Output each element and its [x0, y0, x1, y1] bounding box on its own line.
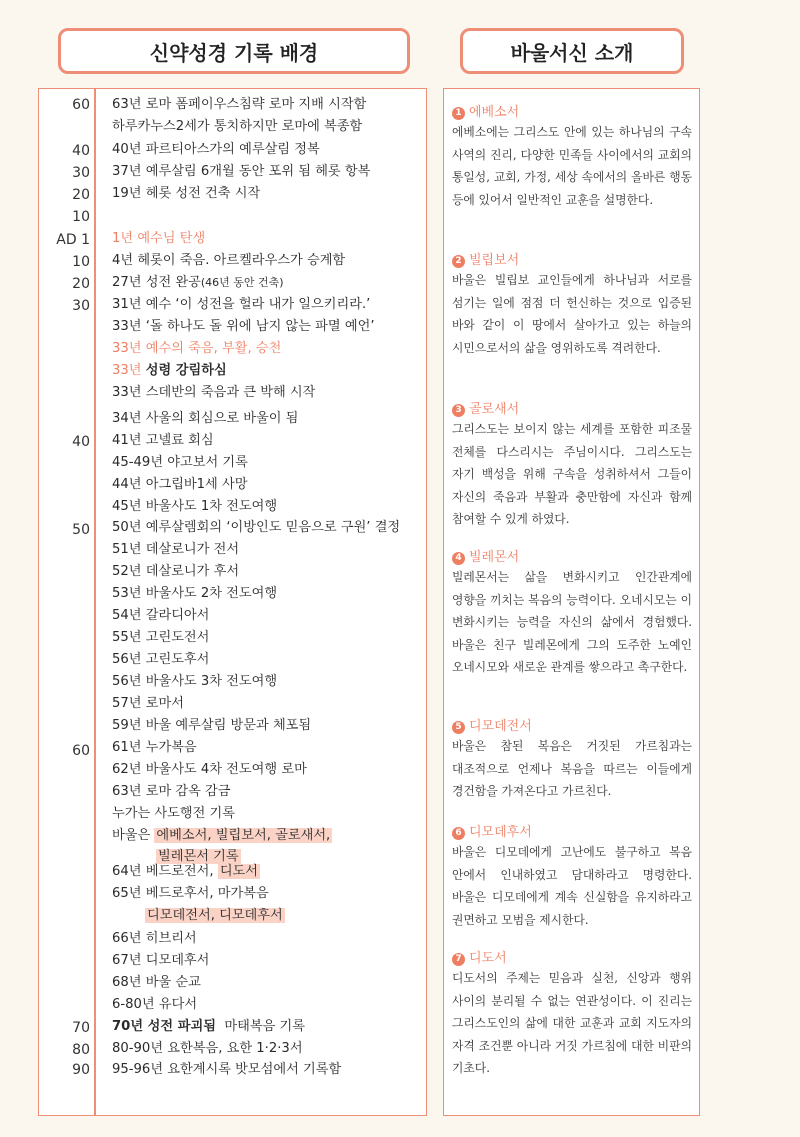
- timeline-event: 80-90년 요한복음, 요한 1·2·3서: [112, 1041, 303, 1056]
- number-badge: 2: [452, 255, 465, 268]
- timeline-event: 33년 예수의 죽음, 부활, 승천: [112, 341, 282, 356]
- timeline-event: 56년 바울사도 3차 전도여행: [112, 674, 278, 689]
- event-text: 70년 성전 파괴됨: [112, 1019, 216, 1034]
- book-heading: [452, 549, 519, 567]
- book-description: 그리스도는 보이지 않는 세계를 포함한 피조물 전체를 다스리시는 주님이시다. 그리스도는 자기 백성을 위해 구속을 성취하셔서 그들이 자신의 죽음과 부활과 충만함에 자신과 함께 참여할 수 있게 하였다.: [452, 422, 692, 526]
- book-description: 에베소에는 그리스도 안에 있는 하나님의 구속 사역의 진리, 다양한 민족들 사이에서의 교회의 통일성, 교회, 가정, 세상 속에서의 올바른 행동 등에 있어서 일반적인 교훈을 설명한다.: [452, 125, 692, 207]
- year-label: 40: [72, 143, 90, 159]
- book-title: 골로새서: [469, 402, 520, 417]
- year-label: 10: [72, 209, 90, 225]
- highlighted-epistles: 빌레몬서 기록: [158, 849, 239, 864]
- highlighted-epistles: 디도서: [219, 864, 259, 879]
- number-badge: 4: [452, 552, 465, 565]
- timeline-event: [112, 827, 332, 845]
- event-text: 27년 성전 완공: [112, 275, 201, 290]
- year-label: 40: [72, 434, 90, 450]
- timeline-event: [145, 907, 285, 925]
- event-text: 마태복음 기록: [224, 1019, 305, 1034]
- book-description: 바울은 참된 복음은 거짓된 가르침과는 대조적으로 언제나 복음을 따르는 이들에게 경건함을 가져온다고 가르친다.: [452, 739, 692, 798]
- timeline-event: 66년 히브리서: [112, 931, 197, 946]
- book-heading: [452, 824, 532, 842]
- epistles-title: 바울서신 소개: [460, 28, 684, 74]
- book-heading: [452, 718, 532, 736]
- number-badge: 6: [452, 827, 465, 840]
- number-badge: 1: [452, 107, 465, 120]
- timeline-event: 37년 예루살림 6개월 동안 포위 됨 헤롯 항복: [112, 164, 371, 179]
- timeline-event: 65년 베드로후서, 마가복음: [112, 886, 269, 901]
- timeline-event: [112, 863, 260, 881]
- timeline-event: 6-80년 유다서: [112, 997, 198, 1012]
- event-text: 성령 강림하심: [145, 363, 227, 378]
- timeline-event: [112, 274, 284, 292]
- timeline-event: 51년 데살로니가 전서: [112, 542, 240, 557]
- timeline-event: 45-49년 야고보서 기록: [112, 455, 248, 470]
- timeline-event: 61년 누가복음: [112, 740, 197, 755]
- year-label: 20: [72, 187, 90, 203]
- timeline-event: [112, 1018, 305, 1036]
- timeline-event: 68년 바울 순교: [112, 975, 201, 990]
- timeline-event: 67년 디모데후서: [112, 953, 210, 968]
- year-label: 90: [72, 1062, 90, 1078]
- book-heading: [452, 950, 507, 968]
- book-description: 바울은 빌립보 교인들에게 하나님과 서로를 섬기는 일에 점점 더 헌신하는 것으로 입증된 바와 같이 이 땅에서 살아가고 있는 하늘의 시민으로서의 삶을 영위하도록 격려한다.: [452, 273, 692, 355]
- timeline-event: 19년 헤롯 성전 건축 시작: [112, 186, 261, 201]
- timeline-event: 33년 ‘돌 하나도 돌 위에 남지 않는 파멸 예언’: [112, 319, 375, 334]
- event-year: 33년: [112, 363, 142, 378]
- timeline-event: 41년 고넬료 회심: [112, 433, 214, 448]
- year-label: 70: [72, 1020, 90, 1036]
- book-title: 디모데전서: [469, 719, 532, 734]
- timeline-title: 신약성경 기록 배경: [58, 28, 410, 74]
- timeline-event: 50년 예루살렘회의 ‘이방인도 믿음으로 구원’ 결정: [112, 520, 401, 535]
- timeline-event: 56년 고린도후서: [112, 652, 210, 667]
- book-title: 빌레몬서: [469, 550, 520, 565]
- timeline-event: 34년 사울의 회심으로 바울이 됨: [112, 411, 299, 426]
- year-label: 30: [72, 298, 90, 314]
- timeline-event: 44년 아그립바1세 사망: [112, 477, 248, 492]
- year-label: 60: [72, 97, 90, 113]
- year-label: 80: [72, 1042, 90, 1058]
- book-title: 디도서: [469, 951, 507, 966]
- book-title: 에베소서: [469, 105, 520, 120]
- event-note: (46년 동안 건축): [200, 276, 284, 289]
- timeline-event: 40년 파르티아스가의 예루살림 정복: [112, 142, 320, 157]
- timeline-event: 1년 예수님 탄생: [112, 231, 206, 246]
- year-label: 60: [72, 743, 90, 759]
- timeline-event: 63년 로마 폼페이우스침략 로마 지배 시작함: [112, 97, 367, 112]
- book-description: 빌레몬서는 삶을 변화시키고 인간관계에 영향을 끼치는 복음의 능력이다. 오네시모는 이 변화시키는 능력을 자신의 삶에서 경험했다. 바울은 친구 빌레몬에게 그의 도주한 노예인 오네시모와 새로운 관계를 쌓으라고 촉구한다.: [452, 570, 692, 674]
- highlighted-epistles: 디모데전서, 디모데후서: [147, 908, 283, 923]
- timeline-event: 33년 스데반의 죽음과 큰 박해 시작: [112, 385, 316, 400]
- timeline-event: 57년 로마서: [112, 696, 184, 711]
- timeline-event: 45년 바울사도 1차 전도여행: [112, 499, 278, 514]
- event-text: 바울은: [112, 828, 151, 843]
- timeline-event: 4년 헤롯이 죽음. 아르켈라우스가 승계함: [112, 253, 346, 268]
- timeline-event: 62년 바울사도 4차 전도여행 로마: [112, 762, 307, 777]
- timeline-event: 95-96년 요한계시록 밧모섬에서 기록함: [112, 1062, 342, 1077]
- timeline-event: 하루카누스2세가 통치하지만 로마에 복종함: [112, 119, 363, 134]
- timeline-divider: [94, 88, 96, 1116]
- timeline-event: 63년 로마 감옥 감금: [112, 784, 231, 799]
- year-label: 30: [72, 165, 90, 181]
- timeline-event: 31년 예수 ‘이 성전을 헐라 내가 일으키리라.’: [112, 297, 371, 312]
- timeline-event: 누가는 사도행전 기록: [112, 806, 236, 821]
- timeline-event: 55년 고린도전서: [112, 630, 210, 645]
- book-title: 디모데후서: [469, 825, 532, 840]
- highlighted-epistles: 에베소서, 빌립보서, 골로새서,: [156, 828, 331, 843]
- book-description: 바울은 디모데에게 고난에도 불구하고 복음 안에서 인내하였고 담대하라고 명령한다. 바울은 디모데에게 계속 신실함을 유지하라고 권면하고 모범을 제시한다.: [452, 845, 692, 927]
- year-label: 50: [72, 522, 90, 538]
- book-heading: [452, 252, 519, 270]
- event-text: 64년 베드로전서,: [112, 864, 214, 879]
- timeline-event: 52년 데살로니가 후서: [112, 564, 240, 579]
- book-title: 빌립보서: [469, 253, 520, 268]
- year-label: 20: [72, 276, 90, 292]
- number-badge: 3: [452, 404, 465, 417]
- year-label: 10: [72, 254, 90, 270]
- book-description: 디도서의 주제는 믿음과 실천, 신앙과 행위 사이의 분리될 수 없는 연관성이다. 이 진리는 그리스도인의 삶에 대한 교훈과 교회 지도자의 자격 조건뿐 아니라 거짓 가르침에 대한 비판의 기초다.: [452, 971, 692, 1075]
- timeline-event: 59년 바울 예루살림 방문과 체포됨: [112, 718, 312, 733]
- timeline-event: [112, 362, 227, 380]
- book-heading: [452, 104, 519, 122]
- year-label: AD 1: [56, 232, 90, 248]
- timeline-event: 53년 바울사도 2차 전도여행: [112, 586, 278, 601]
- timeline-event: 54년 갈라디아서: [112, 608, 210, 623]
- book-heading: [452, 401, 519, 419]
- number-badge: 5: [452, 721, 465, 734]
- number-badge: 7: [452, 953, 465, 966]
